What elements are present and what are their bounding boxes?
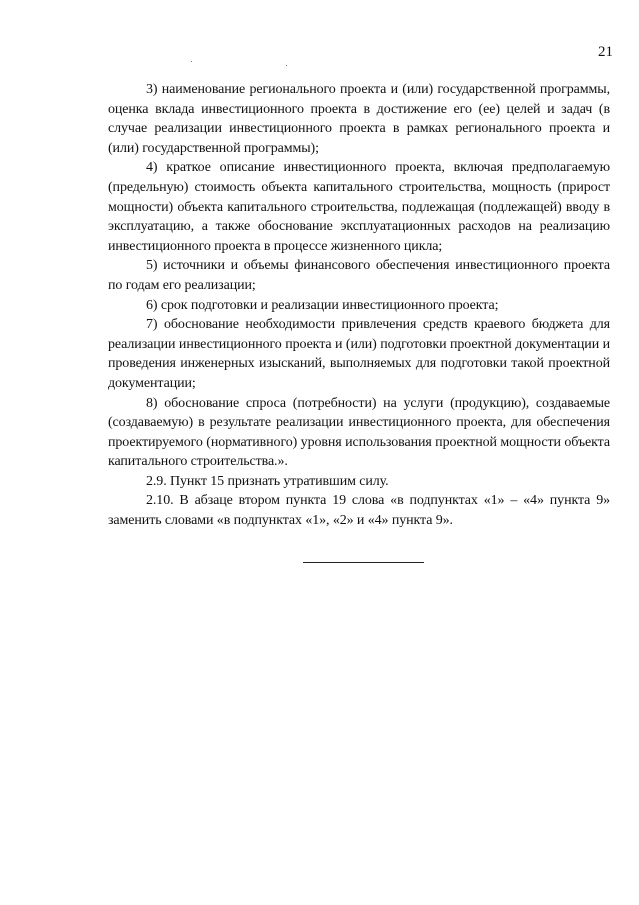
paragraph-item-5: 5) источники и объемы финансового обеспечения инвестиционного проекта по годам его реализации; [108,258,610,293]
paragraph-item-4: 4) краткое описание инвестиционного проекта, включая предполагаемую (предельную) стоимость объекта капитального строительства, мощность (прирост мощности) объекта капитального строительства, подлежащая (подлежащей) вводу в эксплуатацию, а также обоснование эксплуатационных расходов на реализацию инвестиционного проекта в процессе жизненного цикла; [108,160,610,254]
closing-rule [303,562,424,563]
page-number: 21 [598,44,613,60]
scan-speck [191,61,192,62]
document-body [108,80,610,531]
scan-speck [286,65,287,66]
paragraph-item-3: 3) наименование регионального проекта и (или) государственной программы, оценка вклада инвестиционного проекта в достижение его (ее) целей и задач (в случае реализации инвестиционного проекта в рамках регионального проекта и (или) государственной программы); [108,82,610,156]
paragraph-clause-2-10: 2.10. В абзаце втором пункта 19 слова «в подпунктах «1» – «4» пункта 9» заменить словами «в подпунктах «1», «2» и «4» пункта 9». [108,493,610,529]
paragraph-clause-2-9: 2.9. Пункт 15 признать утратившим силу. [146,473,389,489]
paragraph-item-7: 7) обоснование необходимости привлечения средств краевого бюджета для реализации инвестиционного проекта и (или) подготовки проектной документации и проведения инженерных изысканий, выполняемых для подготовки такой проектной документации; [108,317,610,391]
paragraph-item-8: 8) обоснование спроса (потребности) на услуги (продукцию), создаваемые (создаваемую) в результате реализации инвестиционного проекта, для обеспечения проектируемого (нормативного) уровня использования проектной мощности объекта капитального строительства.». [108,395,610,470]
paragraph-item-6: 6) срок подготовки и реализации инвестиционного проекта; [146,297,499,313]
